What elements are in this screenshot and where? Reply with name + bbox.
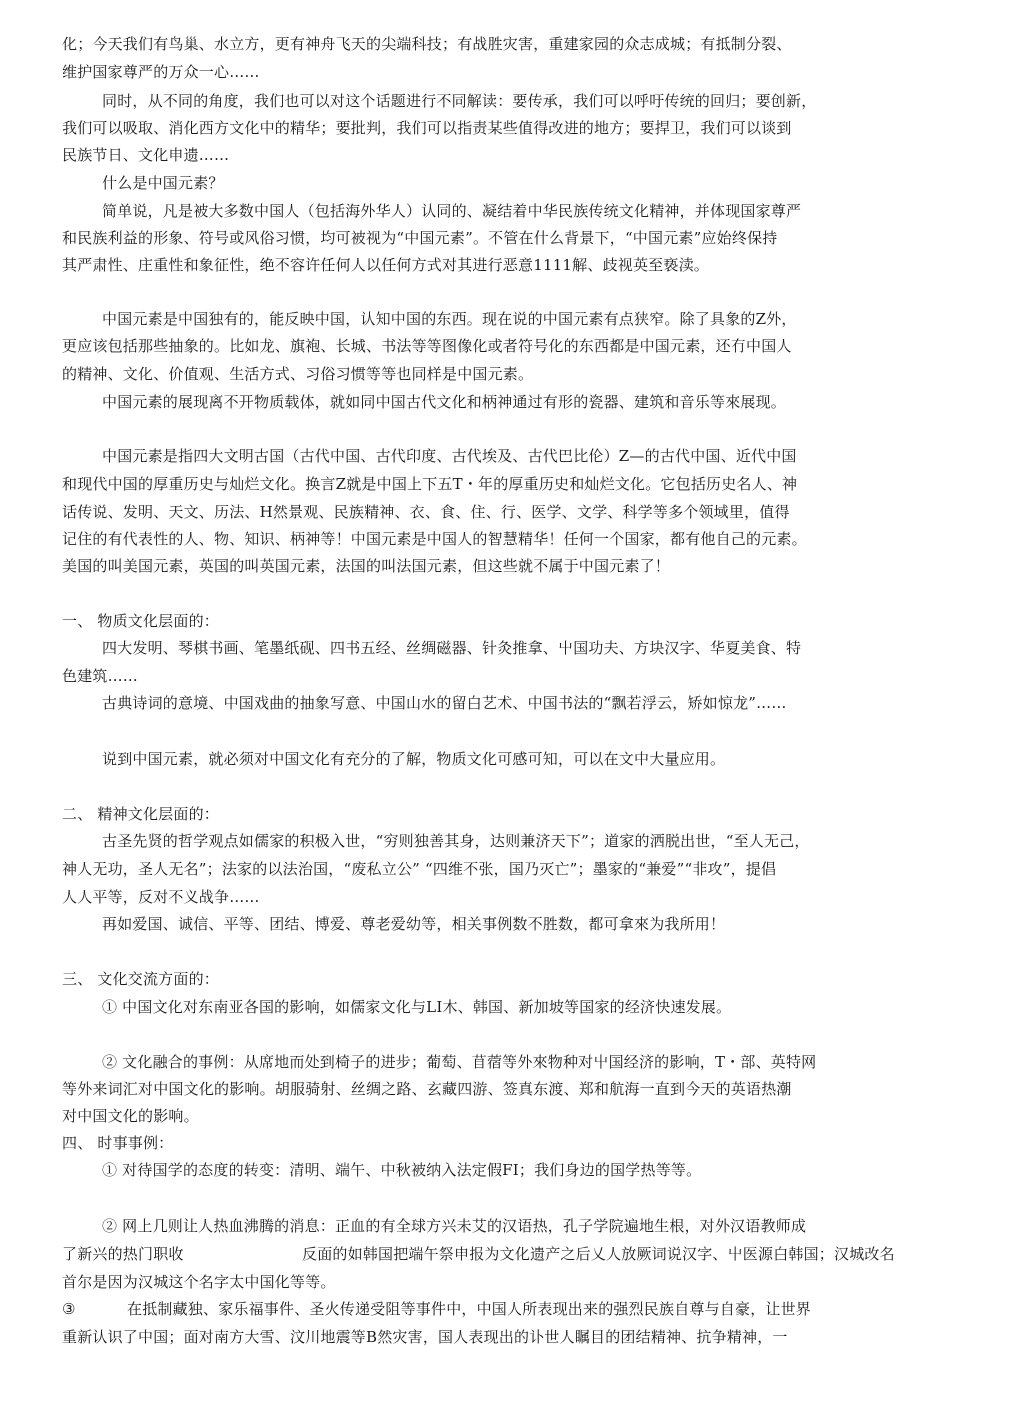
text-line: 神人无功，圣人无名”；法家的以法治国，“废私立公” “四维不张，国乃灭亡”；墨家的“兼爱”“非攻”，提倡: [62, 860, 777, 878]
text-line: 古典诗词的意境、中国戏曲的抽象写意、中国山水的留白艺术、中国书法的“飘若浮云，矫如惊龙”……: [102, 694, 787, 712]
text-line: 反面的如韩国把端午祭申报为文化遗产之后乂人放厥词说汉字、屮医源白韩国；汉城改名: [302, 1245, 895, 1263]
text-line: 人人平等，反对不义战争……: [62, 888, 260, 906]
text-line: 首尔是因为汉城这个名字太中国化等等。: [62, 1273, 336, 1291]
text-line: 等外来词汇对中国文化的影响。胡服骑射、丝绸之路、玄藏四游、签真东渡、郑和航海一直到今天的英语热潮: [62, 1080, 792, 1098]
text-line: 和现代中国的厚重历史与灿烂文化。换言Z就是中国上下五T・年的厚重历史和灿烂文化。它包括历史名人、神: [62, 475, 798, 493]
text-line: 同时，从不同的角度，我们也可以对这个话题进行不同解读：要传承，我们可以呼吁传统的回归；要创新，: [102, 92, 817, 110]
text-line: 民族节日、文化申遗……: [62, 146, 230, 164]
text-line: 中国元素的展现离不开物质载体，就如同中国古代文化和柄神通过有形的瓷器、建筑和音乐等來展现。: [102, 393, 787, 411]
text-line: 四大发明、琴棋书画、笔墨纸砚、四书五经、丝绸磁器、针灸推拿、屮国功夫、方块汉字、华夏美食、特: [102, 639, 802, 657]
text-line: 对中国文化的影响。: [62, 1107, 199, 1125]
text-line: 更应该包括那些抽象的。比如龙、旗袍、长城、书法等等图像化或者符号化的东西都是中国元素，还冇中国人: [62, 337, 792, 355]
text-line: 什么是中国元素？: [102, 174, 224, 192]
list-marker: ③: [62, 1300, 76, 1318]
text-line: 中国元素是中国独有的，能反映中国，认知中国的东西。现在说的中国元素有点狭窄。除了具象的Z外，: [102, 310, 797, 328]
text-line: ② 网上几则让人热血沸腾的消息：正血的有全球方兴未艾的汉语热，孔子学院遍地生根，对外汉语教师成: [102, 1217, 807, 1235]
section-heading: 三、 文化交流方面的：: [62, 970, 219, 988]
section-heading: 四、 时事事例：: [62, 1134, 174, 1152]
text-line: 话传说、发明、天文、历法、H然景观、民族精神、衣、食、住、行、医学、文学、科学等多个领域里，值得: [62, 503, 790, 521]
text-line: 化；今天我们有鸟巢、水立方，更有神舟飞天的尖端科技；有战胜灾害，重建家园的众志成城；有抵制分裂、: [62, 35, 792, 53]
text-line: ① 对待国学的态度的转变：清明、端午、中秋被纳入法定假FI；我们身边的国学热等等。: [102, 1161, 702, 1179]
text-line: ② 文化融合的事例：从席地而处到椅子的进步；葡萄、苜蓿等外來物种对屮国经济的影响，T・部、英特网: [102, 1053, 817, 1071]
text-line: 重新认识了中国；面对南方大雪、汶川地震等B然灾害，国人表现出的讣世人瞩目的团结精神、抗争精神，一: [62, 1328, 788, 1346]
text-line: 其严肃性、庄重性和象征性，绝不容许任何人以任何方式对其进行恶意1111解、歧视英至亵渎。: [62, 256, 709, 274]
text-line: 中国元素是指四大文明古国（古代中国、古代印度、古代埃及、古代巴比伦）Z—的古代中国、近代中国: [102, 447, 797, 465]
text-line: ① 中国文化对东南亚各国的影响，如儒家文化与LI木、韩国、新加坡等国家的经济快速发展。: [102, 998, 732, 1016]
text-line: 和民族利益的形象、符号或风俗习惯，均可被视为“中国元素”。不管在什么背景下，“中国元素”应始终保持: [62, 229, 778, 247]
text-line: 古圣先贤的哲学观点如儒家的积极入世，“穷则独善其身，达则兼济天下”；道家的洒脱出世，“至人无己，: [102, 832, 810, 850]
text-line: 我们可以吸取、消化西方文化中的精华；要批判，我们可以指责某些值得改进的地方；要捍卫，我们可以谈到: [62, 119, 792, 137]
text-line: 色建筑……: [62, 667, 139, 685]
text-line: 美国的叫美国元素，英国的叫英国元素，法国的叫法国元素，但这些就不属于中国元素了！: [62, 557, 671, 575]
text-line: 了新兴的热门职收: [62, 1245, 184, 1263]
text-line: 记住的有代表性的人、物、知识、柄神等！中国元素是中国人的智慧精华！任何一个国家，都有他自己的元素。: [62, 530, 807, 548]
text-line: 再如爱国、诚信、平等、团结、博爱、尊老爱幼等，相关事例数不胜数，都可拿來为我所用！: [102, 915, 726, 933]
section-heading: 二、 精神文化层面的：: [62, 805, 219, 823]
text-line: 的精神、文化、价值观、生活方式、习俗习惯等等也同样是中国元素。: [62, 365, 534, 383]
text-line: 维护国家尊严的万众一心……: [62, 63, 260, 81]
text-line: 说到中国元素，就必须对中国文化有充分的了解，物质文化可感可知，可以在文中大量应用。: [102, 750, 726, 768]
section-heading: 一、 物质文化层面的：: [62, 612, 219, 630]
text-line: 在抵制藏独、家乐福事件、圣火传递受阻等事件中，中国人所表现出来的强烈民族自尊与自豪，让世界: [127, 1300, 812, 1318]
text-line: 简单说，凡是被大多数中国人（包括海外华人）认同的、凝结着中华民族传统文化精神，并体现国家尊严: [102, 202, 802, 220]
